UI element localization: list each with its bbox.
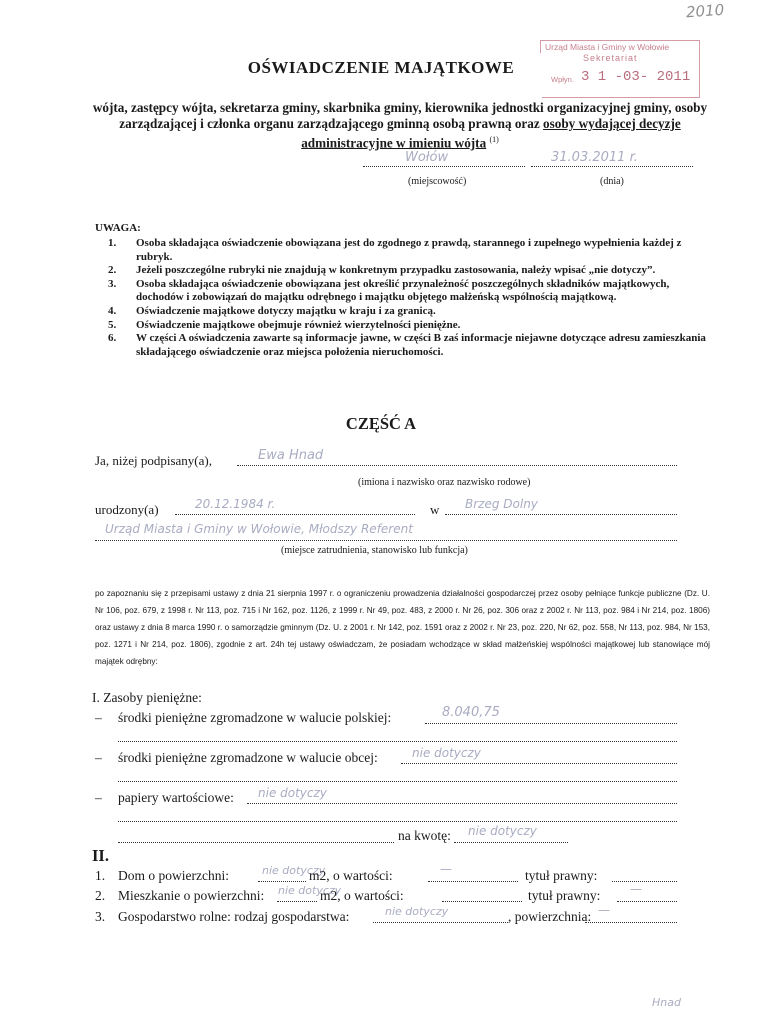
notice-list bbox=[108, 237, 708, 359]
notice-item-text: Oświadczenie majątkowe dotyczy majątku w kraju i za granicą. bbox=[136, 304, 436, 317]
notice-item bbox=[108, 278, 708, 305]
document-subtitle bbox=[90, 100, 710, 151]
property-row-value: nie dotyczy bbox=[278, 884, 342, 897]
legal-statement: po zapoznaniu się z przepisami ustawy z dnia 21 sierpnia 1997 r. o ograniczeniu prowadzenia działalności gospodarczej przez osoby pełniące funkcje publiczne (Dz. U. Nr 106, poz. 679, z 1998 r. Nr 113, poz. 715 i Nr 162, poz. 1126, z 1999 r. Nr 49, poz. 483, z 2000 r. Nr 26, poz. 306 oraz z 2002 r. Nr 113, poz. 984 i Nr 214, poz. 1806) oraz ustawy z dnia 8 marca 1990 r. o samorządzie gminnym (Dz. U. z 2001 r. Nr 142, poz. 1591 oraz z 2002 r. Nr 23, poz. 220, Nr 62, poz. 558, Nr 113, poz. 984, Nr 153, poz. 1271 i Nr 214, poz. 1806), zgodnie z art. 24h tej ustawy oświadczam, że posiadam wchodzące w skład małżeńskiej wspólności majątkowej lub stanowiące mój majątek odrębny: bbox=[95, 589, 710, 666]
property-row-title-label: tytuł prawny: bbox=[525, 868, 598, 883]
property-row-value: nie dotyczy bbox=[262, 864, 326, 877]
foreign-value: nie dotyczy bbox=[412, 746, 481, 760]
footnote-mark: (1) bbox=[489, 135, 499, 144]
notice-item-number: 6. bbox=[108, 332, 117, 345]
notice-item-number: 1. bbox=[108, 237, 117, 249]
notice-item-number: 5. bbox=[108, 318, 117, 331]
notice-item-text: Osoba składająca oświadczenie obowiązana jest określić przynależność poszczególnych składników majątkowych, dochodów i zobowiązań do majątku odrębnego i majątku objętego małżeńską wspólnością majątkową. bbox=[136, 277, 670, 304]
notice-item bbox=[108, 332, 708, 359]
place-date-line bbox=[363, 152, 693, 168]
place-value: Wołów bbox=[405, 150, 449, 165]
stamp-received-label: Wpłyn. bbox=[551, 75, 574, 84]
property-row-number: 3. bbox=[95, 909, 106, 924]
property-row-unit: , powierzchnia: bbox=[508, 909, 592, 924]
name-caption: (imiona i nazwisko oraz nazwisko rodowe) bbox=[358, 477, 531, 488]
handwritten-year: 2010 bbox=[685, 0, 725, 22]
property-row-label: Mieszkanie o powierzchni: bbox=[118, 888, 265, 903]
place-caption: (miejscowość) bbox=[408, 176, 467, 187]
pln-label: środki pieniężne zgromadzone w walucie polskiej: bbox=[118, 710, 392, 725]
born-label: urodzony(a) bbox=[95, 502, 159, 517]
pln-value: 8.040,75 bbox=[442, 705, 500, 720]
property-row-label: Gospodarstwo rolne: rodzaj gospodarstwa: bbox=[118, 909, 350, 924]
notice-heading: UWAGA: bbox=[95, 222, 141, 234]
stamp-date: 3 1 -03- 2011 bbox=[581, 69, 691, 85]
notice-item bbox=[108, 319, 708, 333]
subtitle-text: wójta, zastępcy wójta, sekretarza gminy, skarbnika gminy, kierownika jednostki organizacyjnej gminy, osoby zarządzającej i członka organu zarządzającego gminną osobą prawną oraz bbox=[92, 100, 708, 131]
document-title: OŚWIADCZENIE MAJĄTKOWE bbox=[247, 58, 515, 77]
stamp-department: Sekretariat bbox=[583, 53, 638, 63]
born-in-label: w bbox=[430, 502, 440, 517]
securities-value: nie dotyczy bbox=[258, 786, 327, 800]
notice-item-number: 2. bbox=[108, 264, 117, 277]
section-2-heading: II. bbox=[92, 846, 109, 865]
dash: – bbox=[95, 790, 102, 805]
notice-item-text: Jeżeli poszczególne rubryki nie znajdują w konkretnym przypadku zastosowania, należy wpisać „nie dotyczy”. bbox=[136, 264, 656, 277]
part-a-heading: CZĘŚĆ A bbox=[345, 414, 417, 433]
property-row-unit: m2, o wartości: bbox=[320, 888, 404, 903]
property-row-value2: — bbox=[440, 862, 452, 876]
workplace-caption: (miejsce zatrudnienia, stanowisko lub funkcja) bbox=[281, 545, 468, 556]
property-row-value3: — bbox=[630, 882, 642, 896]
notice-item bbox=[108, 237, 708, 264]
property-row-number: 1. bbox=[95, 868, 106, 883]
property-row-title-label: tytuł prawny: bbox=[528, 888, 601, 903]
notice-item-number: 4. bbox=[108, 304, 117, 317]
signature-initials: Hnad bbox=[652, 996, 681, 1009]
born-date-value: 20.12.1984 r. bbox=[195, 497, 276, 511]
born-place-value: Brzeg Dolny bbox=[465, 497, 538, 511]
dash: – bbox=[95, 710, 102, 725]
date-caption: (dnia) bbox=[600, 176, 624, 187]
notice-item-text: Osoba składająca oświadczenie obowiązana jest do zgodnego z prawdą, starannego i zupełnego wypełnienia każdej z rubryk. bbox=[136, 237, 682, 263]
subtitle-underlined: osoby wydającej decyzje administracyjne w imieniu wójta bbox=[301, 116, 681, 151]
property-row-number: 2. bbox=[95, 888, 106, 903]
securities-label: papiery wartościowe: bbox=[118, 790, 234, 805]
amount-label: na kwotę: bbox=[398, 828, 451, 843]
foreign-label: środki pieniężne zgromadzone w walucie obcej: bbox=[118, 750, 378, 765]
notice-item-text: Oświadczenie majątkowe obejmuje również wierzytelności pieniężne. bbox=[136, 318, 461, 331]
section-1-heading: I. Zasoby pieniężne: bbox=[92, 690, 202, 705]
amount-value: nie dotyczy bbox=[468, 824, 537, 838]
property-row-label: Dom o powierzchni: bbox=[118, 868, 229, 883]
dash: – bbox=[95, 750, 102, 765]
notice-item-text: W części A oświadczenia zawarte są informacje jawne, w części B zaś informacje niejawne dotyczące adresu zamieszkania składającego oświadczenie oraz miejsca położenia nieruchomości. bbox=[136, 332, 706, 358]
date-value: 31.03.2011 r. bbox=[551, 150, 638, 165]
notice-item bbox=[108, 264, 708, 278]
undersigned-label: Ja, niżej podpisany(a), bbox=[95, 453, 212, 468]
stamp-office: Urząd Miasta i Gminy w Wołowie bbox=[545, 42, 670, 52]
notice-item bbox=[108, 305, 708, 319]
property-row-value: nie dotyczy bbox=[385, 905, 449, 918]
property-row-value2: — bbox=[598, 903, 610, 917]
workplace-value: Urząd Miasta i Gminy w Wołowie, Młodszy Referent bbox=[105, 522, 413, 536]
undersigned-value: Ewa Hnad bbox=[258, 448, 324, 463]
property-row-unit: m2, o wartości: bbox=[309, 868, 393, 883]
notice-item-number: 3. bbox=[108, 277, 117, 290]
